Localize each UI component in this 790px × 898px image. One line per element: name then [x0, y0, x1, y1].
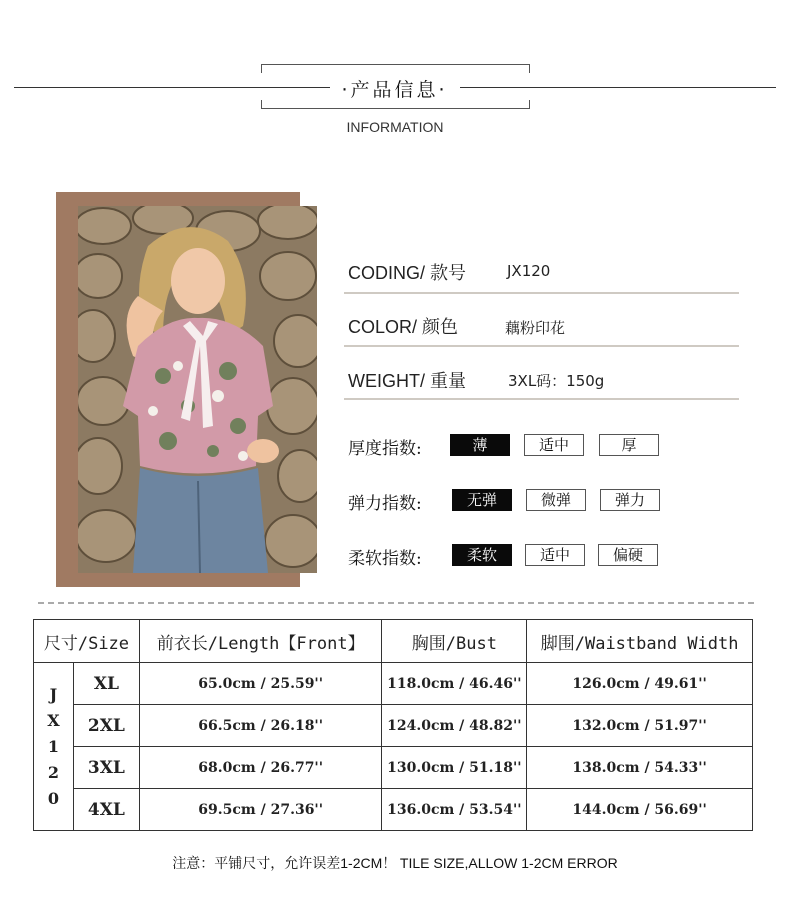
size-cell: XL [73, 663, 139, 705]
elasticity-option-elastic: 弹力 [600, 489, 660, 511]
header-frame [261, 64, 528, 109]
model-code-cell [34, 663, 74, 831]
length-cell: 66.5cm / 26.18'' [139, 705, 382, 747]
divider [344, 345, 739, 347]
waist-cell: 132.0cm / 51.97'' [527, 705, 753, 747]
size-table [33, 619, 753, 831]
thickness-option-thick: 厚 [599, 434, 659, 456]
section-subtitle: INFORMATION [346, 119, 444, 135]
section-divider [38, 602, 754, 604]
bust-cell: 118.0cm / 46.46'' [382, 663, 527, 705]
header-waistband: 脚围/Waistband Width [527, 620, 753, 663]
model-code: J X 1 2 0 [47, 684, 60, 808]
size-cell: 3XL [73, 747, 139, 789]
thickness-option-thin: 薄 [450, 434, 510, 456]
waist-cell: 144.0cm / 56.69'' [527, 789, 753, 831]
coding-row [348, 259, 466, 285]
elasticity-option-none: 无弹 [452, 489, 512, 511]
softness-label: 柔软指数: [348, 549, 422, 569]
weight-row [348, 367, 466, 393]
table-header-row [34, 620, 753, 663]
color-row [348, 313, 458, 339]
product-photo [78, 206, 317, 573]
header-size: 尺寸/Size [34, 620, 140, 663]
bust-cell: 136.0cm / 53.54'' [382, 789, 527, 831]
thickness-label: 厚度指数: [348, 439, 422, 459]
table-row [34, 747, 753, 789]
bust-cell: 124.0cm / 48.82'' [382, 705, 527, 747]
softness-option-medium: 适中 [525, 544, 585, 566]
divider [344, 292, 739, 294]
elasticity-option-slight: 微弹 [526, 489, 586, 511]
softness-option-soft: 柔软 [452, 544, 512, 566]
table-row [34, 789, 753, 831]
header-bust: 胸围/Bust [382, 620, 527, 663]
waist-cell: 138.0cm / 54.33'' [527, 747, 753, 789]
coding-value: JX120 [507, 262, 551, 280]
coding-label: CODING/ 款号 [348, 263, 467, 283]
waist-cell: 126.0cm / 49.61'' [527, 663, 753, 705]
color-label: COLOR/ 颜色 [348, 317, 459, 337]
weight-value: 3XL码：150g [508, 372, 605, 390]
length-cell: 68.0cm / 26.77'' [139, 747, 382, 789]
size-cell: 4XL [73, 789, 139, 831]
softness-option-hard: 偏硬 [598, 544, 658, 566]
table-row [34, 705, 753, 747]
color-value: 藕粉印花 [505, 319, 566, 337]
length-cell: 65.0cm / 25.59'' [139, 663, 382, 705]
bust-cell: 130.0cm / 51.18'' [382, 747, 527, 789]
size-note: 注意：平铺尺寸，允许误差1-2CM！ TILE SIZE,ALLOW 1-2CM ERROR [172, 855, 618, 871]
table-row [34, 663, 753, 705]
divider [344, 398, 739, 400]
section-title: ·产品信息· [261, 75, 528, 102]
thickness-option-medium: 适中 [524, 434, 584, 456]
size-cell: 2XL [73, 705, 139, 747]
length-cell: 69.5cm / 27.36'' [139, 789, 382, 831]
elasticity-label: 弹力指数: [348, 494, 422, 514]
weight-label: WEIGHT/ 重量 [348, 371, 466, 391]
header-length: 前衣长/Length【Front】 [139, 620, 382, 663]
